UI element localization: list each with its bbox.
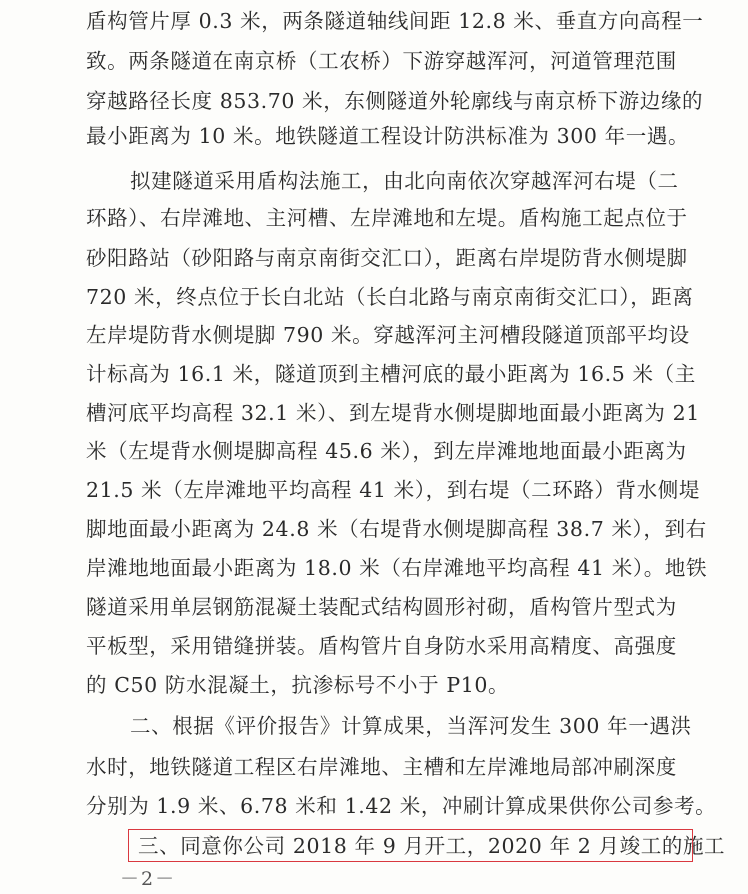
text-line: 水时，地铁隧道工程区右岸滩地、主槽和左岸滩地局部冲刷深度 [86, 755, 677, 779]
text-line: 21.5 米（左岸滩地平均高程 41 米），到右堤（二环路）背水侧堤 [86, 478, 700, 502]
text-line: 左岸堤防背水侧堤脚 790 米。穿越浑河主河槽段隧道顶部平均设 [86, 323, 690, 347]
highlight-box [128, 829, 726, 862]
text-line: 720 米，终点位于长白北站（长白北路与南京南街交汇口），距离 [86, 285, 694, 309]
paragraph-start-line: 二、根据《评价报告》计算成果，当浑河发生 300 年一遇洪 [130, 714, 692, 738]
text-line: 分别为 1.9 米、6.78 米和 1.42 米，冲刷计算成果供你公司参考。 [86, 794, 717, 818]
text-line: 隧道采用单层钢筋混凝土装配式结构圆形衬砌，盾构管片型式为 [86, 595, 677, 619]
page-number: －2－ [120, 868, 177, 890]
text-line: 的 C50 防水混凝土，抗渗标号不小于 P10。 [86, 673, 510, 697]
text-line: 计标高为 16.1 米，隧道顶到主槽河底的最小距离为 16.5 米（主 [86, 362, 696, 386]
text-line: 穿越路径长度 853.70 米，东侧隧道外轮廓线与南京桥下游边缘的 [86, 89, 704, 113]
text-line: 砂阳路站（砂阳路与南京南街交汇口），距离右岸堤防背水侧堤脚 [86, 246, 688, 270]
text-line: 致。两条隧道在南京桥（工农桥）下游穿越浑河，河道管理范围 [86, 49, 677, 73]
text-line: 环路）、右岸滩地、主河槽、左岸滩地和左堤。盾构施工起点位于 [86, 206, 688, 230]
text-line: 脚地面最小距离为 24.8 米（右堤背水侧堤脚高程 38.7 米），到右 [86, 517, 707, 541]
text-line: 平板型，采用错缝拼装。盾构管片自身防水采用高精度、高强度 [86, 634, 677, 658]
text-line: 盾构管片厚 0.3 米，两条隧道轴线间距 12.8 米、垂直方向高程一 [86, 9, 704, 33]
text-line: 米（左堤背水侧堤脚高程 45.6 米），到左岸滩地地面最小距离为 [86, 439, 687, 463]
text-line: 最小距离为 10 米。地铁隧道工程设计防洪标准为 300 年一遇。 [86, 124, 690, 148]
highlighted-line: 三、同意你公司 2018 年 9 月开工，2020 年 2 月竣工的施工 [138, 834, 726, 858]
text-line: 槽河底平均高程 32.1 米）、到左堤背水侧堤脚地面最小距离为 21 [86, 401, 700, 425]
text-line: 岸滩地地面最小距离为 18.0 米（右岸滩地平均高程 41 米）。地铁 [86, 556, 708, 580]
paragraph-start-line: 拟建隧道采用盾构法施工，由北向南依次穿越浑河右堤（二 [130, 169, 679, 193]
